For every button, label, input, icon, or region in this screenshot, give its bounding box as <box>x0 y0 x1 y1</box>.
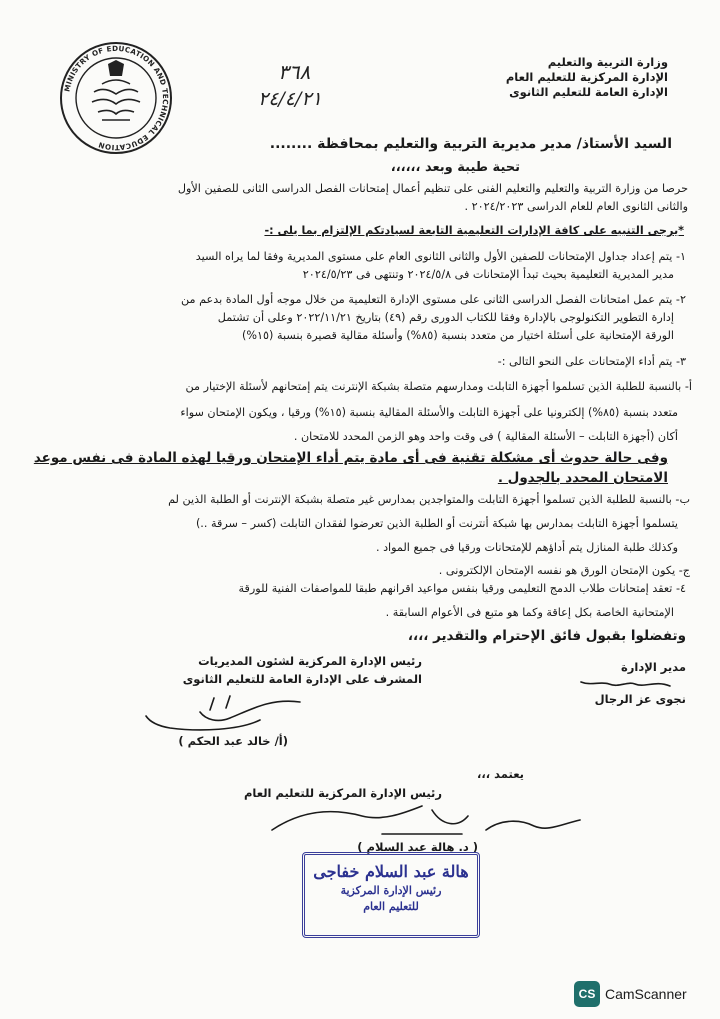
left-signature-block <box>183 652 422 688</box>
item-a-line-1: أ- بالنسبة للطلبة الذين تسلموا أجهزة التابلت ومدارسهم متصلة بشبكة الإنترنت يتم إمتحانهم لأسئلة الإختيار من <box>185 380 692 393</box>
item-1-line-1: ١- يتم إعداد جداول الإمتحانات للصفين الأول والثانى الثانوى العام على مستوى المديرية وفقا لما يراه السيد <box>195 250 686 263</box>
ministry-logo <box>58 40 174 156</box>
ministry-line-1: وزارة التربية والتعليم <box>547 55 668 69</box>
left-title-2: المشرف على الإدارة العامة للتعليم الثانوى <box>182 672 422 686</box>
closing: وتفضلوا بقبول فائق الإحترام والتقدير ،،،، <box>407 628 686 644</box>
left-signer-name: (أ/ خالد عبد الحكم ) <box>178 734 288 748</box>
right-title: مدير الإدارة <box>621 660 686 674</box>
official-stamp <box>302 852 480 938</box>
ministry-header <box>438 55 668 100</box>
approve-title: رئيس الإدارة المركزية للتعليم العام <box>243 786 442 800</box>
salutation: السيد الأستاذ/ مدير مديرية التربية والتعليم بمحافظة ........ <box>269 136 672 152</box>
camscanner-logo-icon: CS <box>574 981 600 1007</box>
item-1-line-2: مدير المديرية التعليمية بحيث تبدأ الإمتحانات فى ٢٠٢٤/٥/٨ وتنتهى فى ٢٠٢٤/٥/٢٣ <box>302 268 674 281</box>
reference-number: ٣٦٨ <box>278 60 311 84</box>
left-title-1: رئيس الإدارة المركزية لشئون المديريات <box>198 654 422 668</box>
ministry-line-3: الإدارة العامة للتعليم الثانوى <box>509 85 668 99</box>
notice: *يرجى التنبيه على كافة الإدارات التعليمية التابعة لسيادتكم الإلتزام بما يلى :- <box>264 224 684 237</box>
item-4-line-2: الإمتحانية الخاصة بكل إعاقة وكما هو متبع فى الأعوام السابقة . <box>385 606 674 619</box>
intro-line-1: حرصا من وزارة التربية والتعليم والتعليم الفنى على تنظيم أعمال إمتحانات الفصل الدراسى الثانى للصفين الأول <box>177 182 688 195</box>
item-2-line-2: إدارة التطوير التكنولوجى بالإدارة وفقا للكتاب الدورى رقم (٤٩) بتاريخ ٢٠٢٢/١١/٢١ وعلى أن تشتمل <box>217 311 674 324</box>
approve-label: يعتمد ،،، <box>477 767 524 781</box>
item-2-line-1: ٢- يتم عمل امتحانات الفصل الدراسى الثانى على مستوى الإدارة التعليمية من خلال موجه أول المادة بدعم من <box>181 293 686 306</box>
stamp-line-2: للتعليم العام <box>363 900 419 913</box>
stamp-name: هالة عبد السلام خفاجى <box>313 862 469 881</box>
greeting: تحية طيبة وبعد ،،،،،، <box>390 160 520 175</box>
item-4-line-1: ٤- تعقد إمتحانات طلاب الدمج التعليمى ورقيا بنفس مواعيد اقرانهم طبقا للمواصفات الفنية للورقة <box>238 582 686 595</box>
right-signer-name: نجوى عز الرجال <box>594 692 686 706</box>
svg-text:MINISTRY OF EDUCATION AND TECH: MINISTRY OF EDUCATION AND TECHNICAL EDUCATION <box>62 43 171 153</box>
item-2-line-3: الورقة الإمتحانية على أسئلة اختيار من متعدد بنسبة (٨٥%) وأسئلة مقالية قصيرة بنسبة (١٥%) <box>242 329 674 342</box>
camscanner-label: CamScanner <box>605 986 687 1002</box>
item-c: ج- يكون الإمتحان الورق هو نفسه الإمتحان الإلكترونى . <box>438 564 690 577</box>
item-3: ٣- يتم أداء الإمتحانات على النحو التالى :- <box>497 355 686 368</box>
tech-issue-line-2: الامتحان المحدد بالجدول . <box>497 470 668 486</box>
item-a-line-2: متعدد بنسبة (٨٥%) إلكترونيا على أجهزة التابلت والأسئلة المقالية بنسبة (١٥%) ورقيا ، ويكون الإمتحان سواء <box>180 406 678 419</box>
ministry-line-2: الإدارة المركزية للتعليم العام <box>505 70 668 84</box>
intro-line-2: والثانى الثانوى العام للعام الدراسى ٢٠٢٤/٢٠٢٣ . <box>464 200 688 213</box>
item-b-line-2: يتسلموا أجهزة التابلت بمدارس بها شبكة أنترنت أو الطلبة الذين تعرضوا لفقدان التابلت (كسر – سرقة ..) <box>195 517 678 530</box>
item-b-line-1: ب- بالنسبة للطلبة الذين تسلموا أجهزة التابلت والمتواجدين بمدارس غير متصلة بشبكة الإنترنت أو الطلبة الذين لم <box>168 493 690 506</box>
stamp-line-1: رئيس الإدارة المركزية <box>340 884 442 897</box>
tech-issue-line-1: وفى حالة حدوث أى مشكلة تقنية فى أى مادة يتم أداء الإمتحان ورقيا لهذه المادة فى نفس موعد <box>33 450 668 466</box>
item-b-line-3: وكذلك طلبة المنازل يتم أداؤهم للإمتحانات ورقيا فى جميع المواد . <box>375 541 678 554</box>
item-a-line-3: أكان (أجهزة التابلت – الأسئلة المقالية ) فى وقت واحد وهو الزمن المحدد للامتحان . <box>293 430 678 443</box>
approver-name: ( د. هالة عبد السلام ) <box>357 840 478 854</box>
reference-date: ٢٤/٤/٢١ <box>258 88 322 110</box>
